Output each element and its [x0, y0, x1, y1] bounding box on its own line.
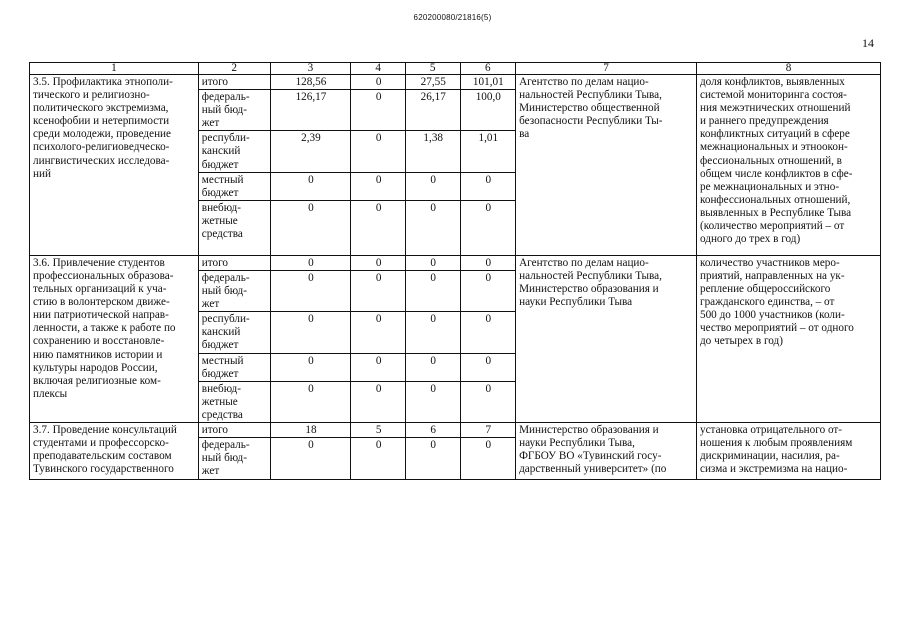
- column-header: 1: [30, 63, 199, 75]
- target-indicator: доля конфликтов, выявленных системой мониторинга состоя- ния межэтнических отношений и раннего предупреждения конфликтных ситуаций в сфере межнациональных и этноокон- фессиональных отношений, в общем числе конфликтов в сфе- ре межнациональных и этно- конфессиональных отношений, выявленных в Республике Тыва (количество мероприятий – от одного до трех в год): [696, 75, 880, 256]
- column-header: 2: [198, 63, 270, 75]
- column-header: 5: [405, 63, 460, 75]
- amount-cell: 0: [270, 172, 351, 200]
- amount-cell: 0: [405, 172, 460, 200]
- amount-cell: 0: [460, 312, 516, 353]
- amount-cell: 126,17: [270, 90, 351, 131]
- table-row: [30, 255, 881, 270]
- amount-cell: 100,0: [460, 90, 516, 131]
- amount-cell: 26,17: [405, 90, 460, 131]
- amount-cell: 27,55: [405, 75, 460, 90]
- amount-cell: 0: [351, 75, 406, 90]
- amount-cell: 18: [270, 422, 351, 437]
- funding-source: внебюд- жетные средства: [198, 200, 270, 255]
- amount-cell: 0: [351, 270, 406, 311]
- amount-cell: 0: [460, 172, 516, 200]
- amount-cell: 0: [405, 200, 460, 255]
- document-id: 620200080/21816(5): [413, 13, 492, 22]
- amount-cell: 0: [351, 312, 406, 353]
- column-header: 7: [516, 63, 697, 75]
- target-indicator: количество участников меро- приятий, направленных на ук- репление общероссийского гражданского единства, – от 500 до 1000 участников (коли- чество мероприятий – от одного до четырех в год): [696, 255, 880, 422]
- funding-source: местный бюджет: [198, 172, 270, 200]
- funding-source: местный бюджет: [198, 353, 270, 381]
- column-number-row: [30, 63, 881, 75]
- amount-cell: 0: [405, 255, 460, 270]
- funding-source: республи- канский бюджет: [198, 312, 270, 353]
- amount-cell: 0: [351, 255, 406, 270]
- funding-source: федераль- ный бюд- жет: [198, 90, 270, 131]
- table-row: [30, 75, 881, 90]
- amount-cell: 0: [405, 270, 460, 311]
- funding-source: федераль- ный бюд- жет: [198, 270, 270, 311]
- amount-cell: 0: [351, 438, 406, 480]
- executor: Агентство по делам нацио- нальностей Республики Тыва, Министерство образования и науки Республики Тыва: [516, 255, 697, 422]
- amount-cell: 6: [405, 422, 460, 437]
- executor: Министерство образования и науки Республики Тыва, ФГБОУ ВО «Тувинский госу- дарственный университет» (по: [516, 422, 697, 479]
- amount-cell: 2,39: [270, 131, 351, 172]
- amount-cell: 0: [351, 131, 406, 172]
- measure-title: 3.6. Привлечение студентов профессиональных образова- тельных организаций к уча- стию в волонтерском движе- нии патриотической направ- ленности, а также к работе по сохранению и восстановле- нию памятников истории и культуры народов России, включая религиозные ком- плексы: [30, 255, 199, 422]
- amount-cell: 0: [270, 381, 351, 422]
- amount-cell: 128,56: [270, 75, 351, 90]
- amount-cell: 0: [460, 200, 516, 255]
- table-row: [30, 422, 881, 437]
- amount-cell: 0: [351, 353, 406, 381]
- funding-source: итого: [198, 422, 270, 437]
- funding-source: внебюд- жетные средства: [198, 381, 270, 422]
- amount-cell: 0: [405, 381, 460, 422]
- column-header: 6: [460, 63, 516, 75]
- amount-cell: 0: [460, 438, 516, 480]
- executor: Агентство по делам нацио- нальностей Республики Тыва, Министерство общественной безопасности Республики Ты- ва: [516, 75, 697, 256]
- amount-cell: 0: [460, 270, 516, 311]
- amount-cell: 0: [351, 200, 406, 255]
- amount-cell: 0: [460, 255, 516, 270]
- funding-source: федераль- ный бюд- жет: [198, 438, 270, 480]
- table-body: [30, 75, 881, 480]
- amount-cell: 0: [270, 312, 351, 353]
- amount-cell: 0: [351, 90, 406, 131]
- amount-cell: 0: [460, 353, 516, 381]
- funding-source: итого: [198, 255, 270, 270]
- funding-source: республи- канский бюджет: [198, 131, 270, 172]
- amount-cell: 0: [351, 381, 406, 422]
- amount-cell: 1,01: [460, 131, 516, 172]
- amount-cell: 0: [270, 200, 351, 255]
- amount-cell: 0: [460, 381, 516, 422]
- amount-cell: 5: [351, 422, 406, 437]
- amount-cell: 0: [405, 312, 460, 353]
- amount-cell: 0: [270, 438, 351, 480]
- amount-cell: 1,38: [405, 131, 460, 172]
- program-table: [29, 62, 881, 480]
- amount-cell: 7: [460, 422, 516, 437]
- amount-cell: 0: [270, 353, 351, 381]
- amount-cell: 0: [270, 255, 351, 270]
- page-number: 14: [862, 36, 874, 50]
- column-header: 4: [351, 63, 406, 75]
- amount-cell: 0: [270, 270, 351, 311]
- target-indicator: установка отрицательного от- ношения к любым проявлениям дискриминации, насилия, ра- сизма и экстремизма на нацио-: [696, 422, 880, 479]
- measure-title: 3.5. Профилактика этнополи- тического и религиозно- политического экстремизма, ксенофобии и нетерпимости среди молодежи, проведение психолого-религиоведческо- лингвистических исследова- ний: [30, 75, 199, 256]
- column-header: 3: [270, 63, 351, 75]
- amount-cell: 0: [405, 438, 460, 480]
- measure-title: 3.7. Проведение консультаций студентами и профессорско- преподавательским составом Тувинского государственного: [30, 422, 199, 479]
- column-header: 8: [696, 63, 880, 75]
- amount-cell: 0: [405, 353, 460, 381]
- funding-source: итого: [198, 75, 270, 90]
- amount-cell: 0: [351, 172, 406, 200]
- amount-cell: 101,01: [460, 75, 516, 90]
